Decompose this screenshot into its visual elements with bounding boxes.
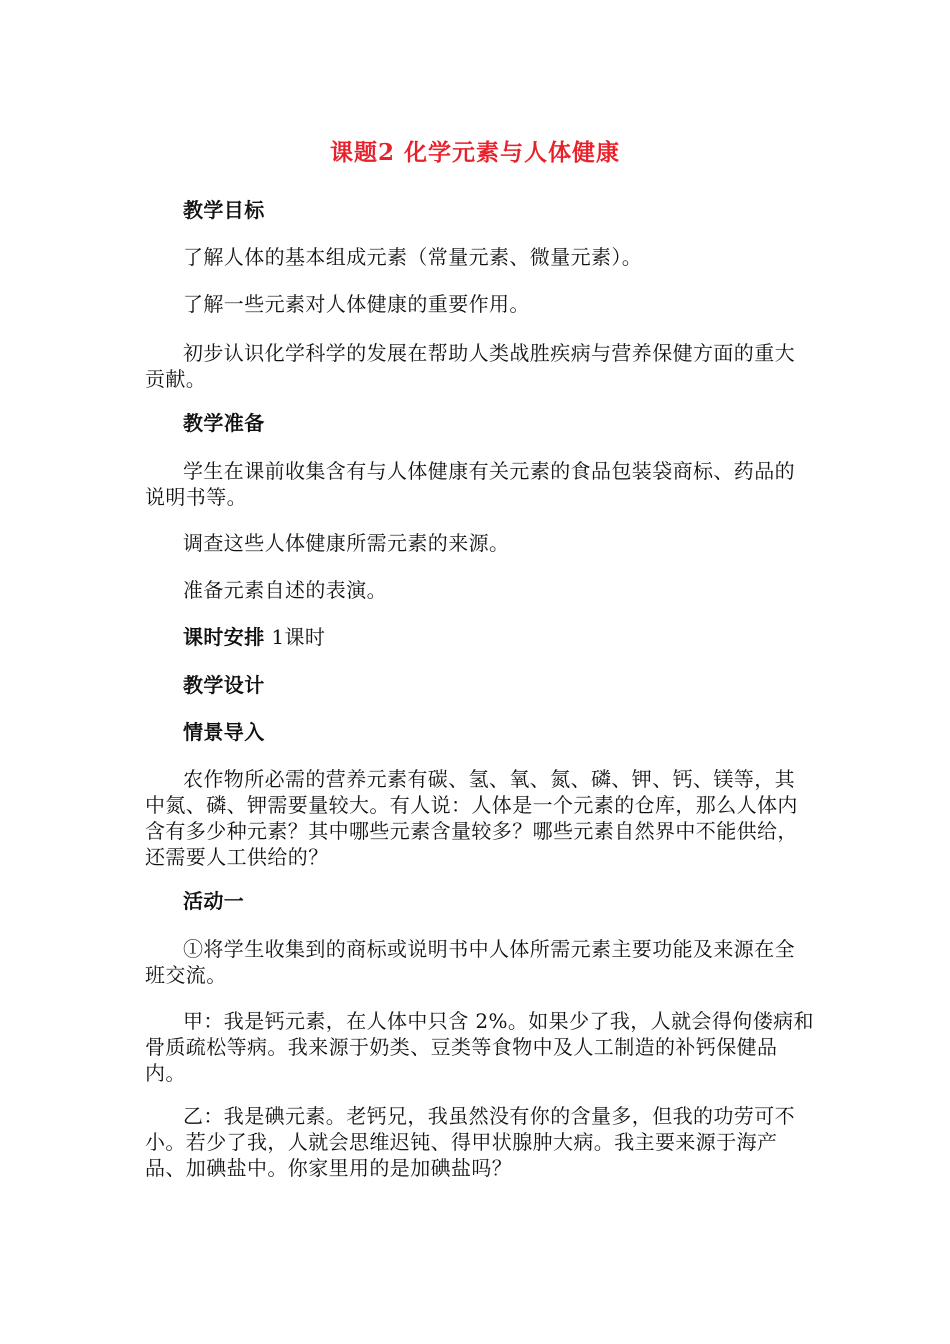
- prep-paragraph-3: 准备元素自述的表演。: [183, 578, 387, 602]
- heading-teaching-prep: 教学准备: [183, 411, 265, 435]
- heading-teaching-goals: 教学目标: [183, 198, 265, 222]
- heading-schedule: 课时安排: [183, 625, 265, 649]
- intro-paragraph: 农作物所必需的营养元素有碳、氢、氧、氮、磷、钾、钙、镁等，其中氮、磷、钾需要量较大。有人说：人体是一个元素的仓库，那么人体内含有多少种元素？其中哪些元素含量较多？哪些元素自然界中不能供给，还需要人工供给的？: [145, 767, 798, 869]
- schedule-value: 1课时: [264, 625, 326, 649]
- prep-paragraph-2: 调查这些人体健康所需元素的来源。: [183, 531, 510, 555]
- calcium-monologue: 甲：我是钙元素，在人体中只含 2%。如果少了我，人就会得佝偻病和骨质疏松等病。我来源于奶类、豆类等食物中及人工制造的补钙保健品内。: [145, 1009, 814, 1085]
- document-title: 课题2 化学元素与人体健康: [329, 139, 620, 166]
- heading-activity-one: 活动一: [183, 889, 245, 913]
- goal-paragraph-1: 了解人体的基本组成元素（常量元素、微量元素）。: [183, 245, 643, 269]
- heading-teaching-design: 教学设计: [183, 673, 265, 697]
- heading-scenario-intro: 情景导入: [183, 720, 265, 744]
- goal-paragraph-3: 初步认识化学科学的发展在帮助人类战胜疾病与营养保健方面的重大贡献。: [145, 341, 795, 391]
- schedule-line: [145, 624, 815, 650]
- goal-paragraph-2: 了解一些元素对人体健康的重要作用。: [183, 292, 530, 316]
- prep-paragraph-1: 学生在课前收集含有与人体健康有关元素的食品包装袋商标、药品的说明书等。: [145, 459, 795, 509]
- activity-paragraph-1: ①将学生收集到的商标或说明书中人体所需元素主要功能及来源在全班交流。: [145, 937, 795, 987]
- iodine-monologue: 乙：我是碘元素。老钙兄，我虽然没有你的含量多，但我的功劳可不小。若少了我，人就会思维迟钝、得甲状腺肿大病。我主要来源于海产品、加碘盐中。你家里用的是加碘盐吗？: [145, 1104, 795, 1180]
